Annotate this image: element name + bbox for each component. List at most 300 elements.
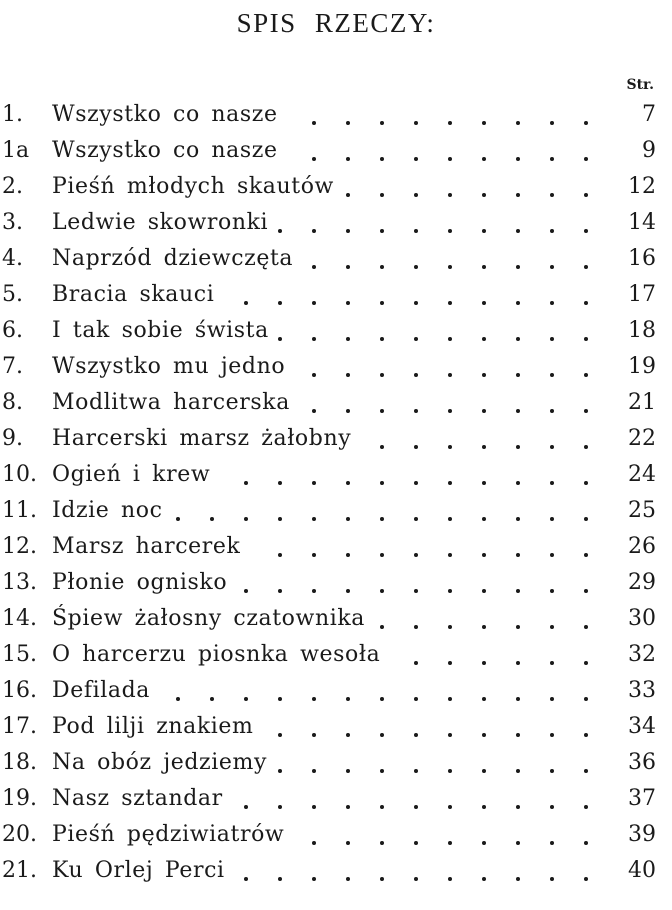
- dot-leader: [346, 481, 350, 485]
- dot-leader: [516, 805, 520, 809]
- toc-entry: [0, 637, 672, 673]
- dot-leader: [516, 841, 520, 845]
- dot-leader: [414, 301, 418, 305]
- dot-leader: [414, 229, 418, 233]
- dot-leader: [414, 553, 418, 557]
- dot-leader: [346, 121, 350, 125]
- dot-leader: [312, 841, 316, 845]
- dot-leader: [516, 481, 520, 485]
- dot-leader: [516, 697, 520, 701]
- dot-leader: [278, 229, 282, 233]
- dot-leader: [278, 697, 282, 701]
- dot-leader: [550, 373, 554, 377]
- dot-leader: [516, 121, 520, 125]
- dot-leader: [584, 769, 588, 773]
- dot-leader: [414, 337, 418, 341]
- dot-leader: [482, 193, 486, 197]
- toc-entry-number: 21.: [2, 858, 37, 883]
- dot-leader: [278, 769, 282, 773]
- dot-leader: [482, 373, 486, 377]
- dot-leader: [380, 589, 384, 593]
- dot-leader: [380, 193, 384, 197]
- toc-entry-number: 6.: [2, 318, 23, 343]
- dot-leader: [482, 841, 486, 845]
- toc-entry-page: 19: [628, 354, 656, 379]
- toc-entry-number: 16.: [2, 678, 37, 703]
- dot-leader: [312, 229, 316, 233]
- dot-leader: [550, 589, 554, 593]
- dot-leader: [516, 193, 520, 197]
- dot-leader: [516, 769, 520, 773]
- toc-entry: [0, 97, 672, 133]
- dot-leader: [448, 877, 452, 881]
- dot-leader: [312, 769, 316, 773]
- dot-leader: [346, 193, 350, 197]
- dot-leader: [584, 841, 588, 845]
- dot-leader: [210, 517, 214, 521]
- toc-entry: [0, 313, 672, 349]
- dot-leader: [448, 733, 452, 737]
- dot-leader: [346, 157, 350, 161]
- dot-leader: [482, 589, 486, 593]
- toc-entry: [0, 169, 672, 205]
- dot-leader: [346, 517, 350, 521]
- dot-leader: [346, 301, 350, 305]
- dot-leader: [312, 409, 316, 413]
- dot-leader: [482, 517, 486, 521]
- dot-leader: [550, 121, 554, 125]
- dot-leader: [550, 553, 554, 557]
- toc-entry-title: Harcerski marsz żałobny: [52, 426, 352, 451]
- dot-leader: [516, 265, 520, 269]
- toc-entry-title: Płonie ognisko: [52, 570, 228, 595]
- dot-leader: [448, 409, 452, 413]
- toc-entry: [0, 745, 672, 781]
- toc-entry-title: Naprzód dziewczęta: [52, 246, 294, 271]
- toc-entry: [0, 277, 672, 313]
- toc-entry-title: Ledwie skowronki: [52, 210, 269, 235]
- toc-entry: [0, 421, 672, 457]
- toc-entry-number: 4.: [2, 246, 23, 271]
- toc-entry-title: O harcerzu piosnka wesoła: [52, 642, 381, 667]
- dot-leader: [414, 373, 418, 377]
- dot-leader: [550, 445, 554, 449]
- dot-leader: [584, 337, 588, 341]
- dot-leader: [482, 661, 486, 665]
- dot-leader: [380, 229, 384, 233]
- toc-entry-number: 7.: [2, 354, 23, 379]
- toc-entry-number: 15.: [2, 642, 37, 667]
- dot-leader: [414, 733, 418, 737]
- dot-leader: [312, 373, 316, 377]
- dot-leader: [550, 337, 554, 341]
- dot-leader: [448, 841, 452, 845]
- dot-leader: [278, 877, 282, 881]
- toc-entry-page: 26: [628, 534, 656, 559]
- toc-entry-number: 19.: [2, 786, 37, 811]
- dot-leader: [448, 337, 452, 341]
- toc-entry-page: 25: [628, 498, 656, 523]
- toc-entry-title: Bracia skauci: [52, 282, 215, 307]
- toc-entry: [0, 529, 672, 565]
- dot-leader: [346, 553, 350, 557]
- toc-entry-page: 30: [628, 606, 656, 631]
- dot-leader: [448, 661, 452, 665]
- dot-leader: [380, 877, 384, 881]
- dot-leader: [312, 697, 316, 701]
- dot-leader: [278, 553, 282, 557]
- dot-leader: [482, 301, 486, 305]
- dot-leader: [550, 697, 554, 701]
- dot-leader: [482, 409, 486, 413]
- dot-leader: [414, 121, 418, 125]
- dot-leader: [448, 805, 452, 809]
- toc-entry-page: 36: [628, 750, 656, 775]
- dot-leader: [312, 517, 316, 521]
- dot-leader: [244, 481, 248, 485]
- toc-entry-number: 9.: [2, 426, 23, 451]
- dot-leader: [584, 697, 588, 701]
- toc-entry-page: 12: [628, 174, 656, 199]
- dot-leader: [448, 481, 452, 485]
- toc-entry-page: 17: [628, 282, 656, 307]
- dot-leader: [210, 697, 214, 701]
- dot-leader: [380, 337, 384, 341]
- dot-leader: [448, 265, 452, 269]
- dot-leader: [346, 697, 350, 701]
- dot-leader: [550, 769, 554, 773]
- dot-leader: [176, 517, 180, 521]
- dot-leader: [516, 589, 520, 593]
- dot-leader: [516, 553, 520, 557]
- dot-leader: [584, 193, 588, 197]
- dot-leader: [414, 697, 418, 701]
- toc-entry-page: 39: [628, 822, 656, 847]
- dot-leader: [584, 409, 588, 413]
- dot-leader: [584, 553, 588, 557]
- toc-entry-title: Nasz sztandar: [52, 786, 223, 811]
- dot-leader: [550, 229, 554, 233]
- toc-entry-page: 32: [628, 642, 656, 667]
- dot-leader: [414, 805, 418, 809]
- toc-entry-page: 24: [628, 462, 656, 487]
- dot-leader: [380, 805, 384, 809]
- toc-entry: [0, 601, 672, 637]
- dot-leader: [380, 373, 384, 377]
- toc-entry: [0, 133, 672, 169]
- page-column-label: Str.: [626, 77, 654, 93]
- dot-leader: [448, 229, 452, 233]
- dot-leader: [244, 805, 248, 809]
- dot-leader: [414, 445, 418, 449]
- dot-leader: [448, 553, 452, 557]
- dot-leader: [414, 517, 418, 521]
- dot-leader: [584, 301, 588, 305]
- dot-leader: [482, 265, 486, 269]
- dot-leader: [414, 157, 418, 161]
- dot-leader: [244, 589, 248, 593]
- dot-leader: [584, 733, 588, 737]
- dot-leader: [278, 517, 282, 521]
- toc-entry-page: 37: [628, 786, 656, 811]
- toc-entry: [0, 853, 672, 889]
- toc-entry-page: 18: [628, 318, 656, 343]
- dot-leader: [448, 193, 452, 197]
- toc-entry-title: Wszystko co nasze: [52, 138, 278, 163]
- dot-leader: [380, 157, 384, 161]
- dot-leader: [312, 301, 316, 305]
- dot-leader: [380, 481, 384, 485]
- dot-leader: [380, 697, 384, 701]
- dot-leader: [482, 337, 486, 341]
- dot-leader: [244, 301, 248, 305]
- dot-leader: [516, 445, 520, 449]
- page-title: SPIS RZECZY:: [236, 8, 436, 38]
- dot-leader: [550, 517, 554, 521]
- toc-entry-number: 1.: [2, 102, 23, 127]
- dot-leader: [346, 409, 350, 413]
- dot-leader: [346, 589, 350, 593]
- toc-entry-number: 10.: [2, 462, 37, 487]
- dot-leader: [448, 697, 452, 701]
- toc-entry-title: Na obóz jedziemy: [52, 750, 267, 775]
- toc-entry-title: Ku Orlej Perci: [52, 858, 225, 883]
- dot-leader: [244, 877, 248, 881]
- dot-leader: [448, 625, 452, 629]
- toc-entry-page: 7: [642, 102, 656, 127]
- dot-leader: [380, 121, 384, 125]
- dot-leader: [414, 625, 418, 629]
- dot-leader: [584, 265, 588, 269]
- toc-entry: [0, 817, 672, 853]
- dot-leader: [380, 409, 384, 413]
- toc-entry-title: Pieśń młodych skautów: [52, 174, 334, 199]
- dot-leader: [346, 337, 350, 341]
- toc-entry-title: Idzie noc: [52, 498, 163, 523]
- dot-leader: [312, 805, 316, 809]
- dot-leader: [278, 589, 282, 593]
- dot-leader: [584, 229, 588, 233]
- dot-leader: [482, 769, 486, 773]
- dot-leader: [550, 877, 554, 881]
- dot-leader: [448, 157, 452, 161]
- dot-leader: [550, 409, 554, 413]
- dot-leader: [482, 697, 486, 701]
- toc-entry-page: 9: [642, 138, 656, 163]
- dot-leader: [346, 841, 350, 845]
- dot-leader: [278, 301, 282, 305]
- toc-entry-page: 34: [628, 714, 656, 739]
- toc-entry-number: 20.: [2, 822, 37, 847]
- dot-leader: [312, 337, 316, 341]
- dot-leader: [278, 805, 282, 809]
- dot-leader: [380, 625, 384, 629]
- dot-leader: [584, 625, 588, 629]
- dot-leader: [448, 517, 452, 521]
- dot-leader: [414, 193, 418, 197]
- dot-leader: [550, 805, 554, 809]
- toc-entry: [0, 385, 672, 421]
- dot-leader: [584, 805, 588, 809]
- dot-leader: [312, 553, 316, 557]
- toc-entry-number: 18.: [2, 750, 37, 775]
- dot-leader: [380, 769, 384, 773]
- toc-entry: [0, 493, 672, 529]
- dot-leader: [414, 589, 418, 593]
- dot-leader: [516, 229, 520, 233]
- dot-leader: [414, 661, 418, 665]
- dot-leader: [414, 481, 418, 485]
- toc-entry: [0, 457, 672, 493]
- dot-leader: [584, 481, 588, 485]
- dot-leader: [448, 589, 452, 593]
- dot-leader: [550, 157, 554, 161]
- toc-entry-page: 21: [628, 390, 656, 415]
- dot-leader: [482, 229, 486, 233]
- dot-leader: [550, 841, 554, 845]
- dot-leader: [516, 877, 520, 881]
- dot-leader: [346, 373, 350, 377]
- toc-entry-number: 1a: [2, 138, 30, 163]
- toc-entry-title: Wszystko mu jedno: [52, 354, 286, 379]
- dot-leader: [550, 733, 554, 737]
- toc-entry-number: 3.: [2, 210, 23, 235]
- dot-leader: [516, 733, 520, 737]
- toc-entry: [0, 205, 672, 241]
- dot-leader: [482, 481, 486, 485]
- dot-leader: [380, 553, 384, 557]
- toc-entry: [0, 781, 672, 817]
- dot-leader: [346, 265, 350, 269]
- toc-entry-title: Śpiew żałosny czatownika: [52, 606, 365, 631]
- dot-leader: [414, 265, 418, 269]
- dot-leader: [312, 481, 316, 485]
- dot-leader: [448, 769, 452, 773]
- dot-leader: [550, 301, 554, 305]
- dot-leader: [380, 301, 384, 305]
- dot-leader: [550, 625, 554, 629]
- dot-leader: [584, 445, 588, 449]
- dot-leader: [448, 373, 452, 377]
- dot-leader: [278, 337, 282, 341]
- dot-leader: [482, 805, 486, 809]
- toc-entry-page: 22: [628, 426, 656, 451]
- dot-leader: [278, 733, 282, 737]
- dot-leader: [414, 769, 418, 773]
- dot-leader: [278, 481, 282, 485]
- toc-entry-title: I tak sobie śwista: [52, 318, 269, 343]
- dot-leader: [482, 445, 486, 449]
- dot-leader: [346, 877, 350, 881]
- toc-entry: [0, 673, 672, 709]
- dot-leader: [516, 517, 520, 521]
- toc-entry-title: Wszystko co nasze: [52, 102, 278, 127]
- dot-leader: [584, 517, 588, 521]
- dot-leader: [516, 373, 520, 377]
- dot-leader: [482, 121, 486, 125]
- dot-leader: [244, 697, 248, 701]
- dot-leader: [516, 661, 520, 665]
- toc-entry-title: Modlitwa harcerska: [52, 390, 290, 415]
- dot-leader: [380, 841, 384, 845]
- dot-leader: [584, 589, 588, 593]
- dot-leader: [584, 121, 588, 125]
- dot-leader: [312, 877, 316, 881]
- toc-entry-page: 33: [628, 678, 656, 703]
- toc-entry-title: Defilada: [52, 678, 150, 703]
- dot-leader: [346, 805, 350, 809]
- toc-entry: [0, 241, 672, 277]
- toc-entry-title: Pieśń pędziwiatrów: [52, 822, 285, 847]
- dot-leader: [380, 445, 384, 449]
- dot-leader: [312, 121, 316, 125]
- dot-leader: [482, 553, 486, 557]
- toc-entry-page: 29: [628, 570, 656, 595]
- dot-leader: [550, 481, 554, 485]
- dot-leader: [516, 301, 520, 305]
- dot-leader: [584, 877, 588, 881]
- dot-leader: [550, 265, 554, 269]
- dot-leader: [346, 733, 350, 737]
- dot-leader: [584, 661, 588, 665]
- dot-leader: [584, 157, 588, 161]
- dot-leader: [312, 265, 316, 269]
- dot-leader: [448, 445, 452, 449]
- dot-leader: [516, 625, 520, 629]
- dot-leader: [380, 265, 384, 269]
- toc-entry: [0, 709, 672, 745]
- dot-leader: [448, 301, 452, 305]
- toc-entry: [0, 565, 672, 601]
- dot-leader: [550, 661, 554, 665]
- dot-leader: [482, 877, 486, 881]
- toc-entry-number: 5.: [2, 282, 23, 307]
- toc-entry-number: 8.: [2, 390, 23, 415]
- toc-entry-number: 11.: [2, 498, 37, 523]
- dot-leader: [176, 697, 180, 701]
- toc-entry-page: 16: [628, 246, 656, 271]
- dot-leader: [346, 769, 350, 773]
- toc-entry-title: Pod lilji znakiem: [52, 714, 254, 739]
- dot-leader: [380, 517, 384, 521]
- toc-entry: [0, 349, 672, 385]
- toc-entry-number: 17.: [2, 714, 37, 739]
- dot-leader: [380, 733, 384, 737]
- toc-entry-page: 40: [628, 858, 656, 883]
- toc-entry-page: 14: [628, 210, 656, 235]
- dot-leader: [516, 157, 520, 161]
- dot-leader: [414, 841, 418, 845]
- dot-leader: [346, 229, 350, 233]
- dot-leader: [312, 157, 316, 161]
- toc-entry-number: 12.: [2, 534, 37, 559]
- toc-entry-number: 13.: [2, 570, 37, 595]
- toc-entry-title: Ogień i krew: [52, 462, 211, 487]
- dot-leader: [482, 157, 486, 161]
- dot-leader: [312, 589, 316, 593]
- dot-leader: [516, 337, 520, 341]
- dot-leader: [584, 373, 588, 377]
- dot-leader: [312, 733, 316, 737]
- dot-leader: [550, 193, 554, 197]
- dot-leader: [244, 517, 248, 521]
- dot-leader: [482, 625, 486, 629]
- dot-leader: [414, 409, 418, 413]
- dot-leader: [482, 733, 486, 737]
- toc-entry-number: 14.: [2, 606, 37, 631]
- toc-entry-title: Marsz harcerek: [52, 534, 241, 559]
- dot-leader: [516, 409, 520, 413]
